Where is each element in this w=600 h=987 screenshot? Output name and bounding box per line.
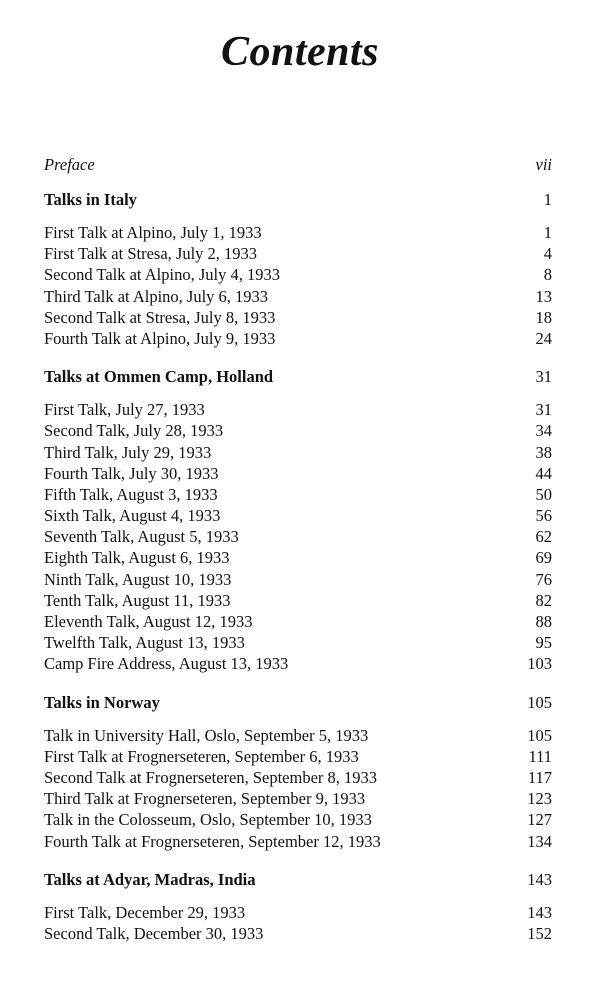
toc-entry bbox=[44, 264, 552, 285]
toc-entry bbox=[44, 286, 552, 307]
toc-entry bbox=[44, 222, 552, 243]
page-title: Contents bbox=[220, 29, 380, 75]
entry-page-number: 44 bbox=[535, 463, 552, 483]
section-title: Talks at Adyar, Madras, India bbox=[44, 869, 256, 889]
toc-section-heading bbox=[44, 365, 552, 389]
toc-entry bbox=[44, 632, 552, 653]
entry-page-number: 4 bbox=[543, 244, 552, 264]
entry-label: Second Talk, July 28, 1933 bbox=[44, 421, 224, 441]
entry-page-number: 152 bbox=[527, 923, 552, 943]
toc-entry bbox=[44, 399, 552, 420]
entry-page-number: 38 bbox=[535, 442, 552, 462]
toc-entry bbox=[44, 463, 552, 484]
entry-label: Sixth Talk, August 4, 1933 bbox=[44, 506, 221, 526]
entry-label: Ninth Talk, August 10, 1933 bbox=[44, 569, 232, 589]
toc-section-heading bbox=[44, 188, 552, 212]
toc-entry bbox=[44, 505, 552, 526]
entry-label: Eleventh Talk, August 12, 1933 bbox=[44, 612, 253, 631]
toc-entry bbox=[44, 653, 552, 674]
entry-page-number: 127 bbox=[527, 810, 552, 830]
entry-label: First Talk at Stresa, July 2, 1933 bbox=[44, 244, 258, 264]
entry-page-number: 50 bbox=[535, 484, 552, 504]
entry-page-number: 1 bbox=[543, 223, 552, 242]
section-page-number: 31 bbox=[535, 367, 552, 387]
toc-entry bbox=[44, 788, 552, 809]
entry-label: First Talk, December 29, 1933 bbox=[44, 902, 246, 922]
toc-entry bbox=[44, 809, 552, 830]
entry-page-number: 76 bbox=[535, 569, 552, 589]
entry-page-number: 62 bbox=[535, 527, 552, 547]
toc-entry bbox=[44, 725, 552, 746]
entry-page-number: 13 bbox=[535, 286, 552, 306]
section-title: Talks in Norway bbox=[44, 692, 160, 712]
entry-page-number: 134 bbox=[527, 831, 552, 851]
toc-entry bbox=[44, 307, 552, 328]
toc-entry bbox=[44, 923, 552, 944]
toc-entry bbox=[44, 831, 552, 852]
toc-entry bbox=[44, 442, 552, 463]
entry-label: Fifth Talk, August 3, 1933 bbox=[44, 484, 218, 504]
entry-page-number: 69 bbox=[535, 548, 552, 568]
entry-page-number: 143 bbox=[527, 902, 552, 922]
entry-label: Talk in University Hall, Oslo, September 5, 1933 bbox=[44, 725, 369, 745]
entry-page-number: 56 bbox=[535, 506, 552, 526]
toc-entry bbox=[44, 746, 552, 767]
entry-page-number: 105 bbox=[527, 725, 552, 745]
entry-label: Second Talk at Alpino, July 4, 1933 bbox=[44, 265, 280, 285]
entry-page-number: 95 bbox=[535, 633, 552, 653]
toc-entry bbox=[44, 420, 552, 441]
section-spacer bbox=[44, 349, 552, 365]
toc-entry bbox=[44, 328, 552, 349]
section-title: Talks at Ommen Camp, Holland bbox=[44, 367, 274, 387]
entry-label: Camp Fire Address, August 13, 1933 bbox=[44, 654, 289, 674]
entry-page-number: 103 bbox=[527, 654, 552, 674]
entry-page-number: 117 bbox=[527, 767, 552, 787]
entry-label: Second Talk at Frognerseteren, September 8, 1933 bbox=[44, 767, 378, 787]
toc-preface-row bbox=[44, 152, 552, 178]
entry-page-number: 34 bbox=[535, 421, 552, 441]
entry-label: First Talk at Frognerseteren, September 6, 1933 bbox=[44, 746, 359, 766]
section-page-number: 105 bbox=[527, 692, 552, 712]
entry-page-number: 8 bbox=[543, 265, 552, 285]
toc-entry bbox=[44, 526, 552, 547]
section-spacer bbox=[44, 675, 552, 691]
entry-label: Talk in the Colosseum, Oslo, September 10, 1933 bbox=[44, 810, 372, 830]
toc-section-heading bbox=[44, 691, 552, 715]
entry-page-number: 111 bbox=[528, 746, 552, 766]
entry-label: First Talk, July 27, 1933 bbox=[44, 400, 205, 420]
section-page-number: 1 bbox=[543, 190, 552, 209]
section-spacer bbox=[44, 852, 552, 868]
toc-entry bbox=[44, 243, 552, 264]
entry-label: Eighth Talk, August 6, 1933 bbox=[44, 548, 230, 568]
entry-label: Second Talk at Stresa, July 8, 1933 bbox=[44, 307, 276, 327]
entry-label: Fourth Talk at Frognerseteren, September 12, 1933 bbox=[44, 831, 381, 851]
toc-sections bbox=[44, 188, 552, 944]
entry-label: Third Talk at Frognerseteren, September 9, 1933 bbox=[44, 789, 366, 809]
entry-label: First Talk at Alpino, July 1, 1933 bbox=[44, 223, 262, 242]
entry-label: Twelfth Talk, August 13, 1933 bbox=[44, 633, 245, 653]
toc-section-heading bbox=[44, 868, 552, 892]
toc-entry bbox=[44, 902, 552, 923]
entry-page-number: 88 bbox=[535, 612, 552, 631]
entry-page-number: 123 bbox=[527, 789, 552, 809]
table-of-contents bbox=[44, 152, 552, 944]
section-title: Talks in Italy bbox=[44, 190, 137, 209]
toc-entry bbox=[44, 590, 552, 611]
toc-entry bbox=[44, 484, 552, 505]
toc-entry bbox=[44, 569, 552, 590]
entry-page-number: 24 bbox=[535, 328, 552, 348]
entry-label: Seventh Talk, August 5, 1933 bbox=[44, 527, 239, 547]
entry-label: Tenth Talk, August 11, 1933 bbox=[44, 590, 231, 610]
entry-label: Fourth Talk, July 30, 1933 bbox=[44, 463, 219, 483]
toc-entry bbox=[44, 547, 552, 568]
entry-page-number: 18 bbox=[535, 307, 552, 327]
section-page-number: 143 bbox=[527, 869, 552, 889]
toc-preface-page: vii bbox=[535, 155, 552, 174]
entry-label: Third Talk, July 29, 1933 bbox=[44, 442, 212, 462]
entry-label: Fourth Talk at Alpino, July 9, 1933 bbox=[44, 328, 276, 348]
toc-preface-label: Preface bbox=[44, 155, 95, 174]
entry-label: Second Talk, December 30, 1933 bbox=[44, 923, 264, 943]
entry-page-number: 82 bbox=[535, 590, 552, 610]
entry-label: Third Talk at Alpino, July 6, 1933 bbox=[44, 286, 269, 306]
toc-entry bbox=[44, 611, 552, 632]
entry-page-number: 31 bbox=[535, 400, 552, 420]
toc-entry bbox=[44, 767, 552, 788]
